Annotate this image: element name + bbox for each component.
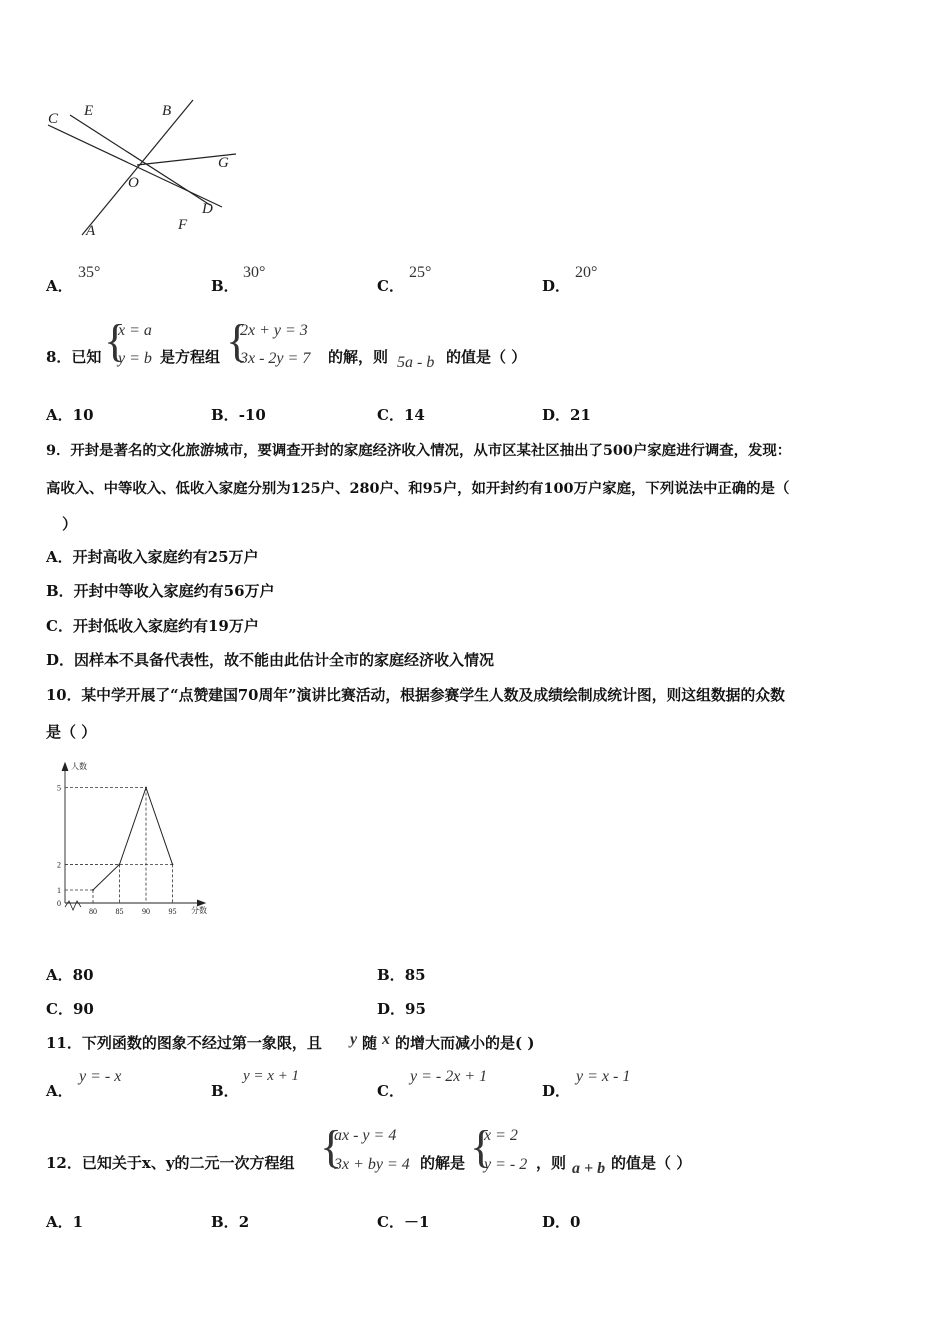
q8-sol-line1: x = a	[118, 322, 152, 339]
q9-line3: ）	[62, 515, 78, 533]
q12-sys-brace: {	[320, 1121, 343, 1172]
q8-sol-line2: y = b	[118, 350, 152, 367]
q12-suffix: 的值是（ ）	[611, 1154, 692, 1172]
q7-option-a-value: 35°	[78, 264, 101, 281]
q11-option-b-value: y = x + 1	[243, 1068, 300, 1084]
q8-prefix: 8．已知	[46, 348, 102, 366]
q9-line1: 9．开封是著名的文化旅游城市，要调查开封的家庭经济收入情况，从市区某社区抽出了500户家庭进行调查，发现：	[46, 442, 792, 459]
label-E: E	[84, 103, 94, 119]
y-tick-1: 1	[57, 886, 61, 895]
q9-option-b[interactable]: B．开封中等收入家庭约有56万户	[46, 582, 275, 600]
q11-stem-start: 11．下列函数的图象不经过第一象限，且	[46, 1034, 322, 1052]
q12-sol-line1: x = 2	[484, 1127, 518, 1144]
q12-mid: 的解是	[420, 1154, 466, 1172]
q7-option-b-value: 30°	[243, 264, 266, 281]
q8-after: 的解，则	[328, 348, 389, 366]
q8-sol-brace: {	[104, 315, 127, 366]
data-point-90	[145, 787, 147, 789]
x-tick-95: 95	[168, 907, 177, 916]
q11-option-d-value: y = x - 1	[576, 1068, 631, 1085]
q11-var-x: x	[382, 1031, 390, 1048]
q8-sys-brace: {	[226, 315, 249, 366]
score-count-line-chart	[45, 755, 220, 920]
label-B: B	[162, 103, 172, 119]
data-point-95	[172, 864, 174, 866]
q11-mid1: 随	[362, 1034, 378, 1052]
q12-expr: a + b	[572, 1160, 606, 1177]
q11-option-a-value: y = - x	[79, 1068, 122, 1085]
q9-line2: 高收入、中等收入、低收入家庭分别为125户、280户、和95户，如开封约有100万户家庭，下列说法中正确的是（	[46, 480, 790, 497]
q10-option-a[interactable]: A．80	[46, 966, 94, 984]
y-tick-2: 2	[57, 860, 61, 870]
label-A: A	[86, 223, 96, 239]
label-C: C	[48, 111, 59, 127]
y-axis-arrow	[62, 763, 68, 771]
q8-sys-line2: 3x - 2y = 7	[240, 350, 311, 367]
q9-option-d[interactable]: D．因样本不具备代表性，故不能由此估计全市的家庭经济收入情况	[46, 651, 495, 669]
q9-option-c[interactable]: C．开封低收入家庭约有19万户	[46, 617, 259, 635]
q11-var-y: y	[350, 1031, 358, 1048]
q7-option-c-letter[interactable]: C．	[377, 277, 404, 295]
q12-option-d[interactable]: D．0	[542, 1213, 581, 1231]
q8-sys-line1: 2x + y = 3	[240, 322, 308, 339]
line-EF	[70, 115, 210, 205]
q7-option-a-letter[interactable]: A．	[46, 277, 73, 295]
x-axis-label: 分数	[191, 906, 207, 915]
q8-option-c[interactable]: C．14	[377, 406, 425, 424]
q9-option-a[interactable]: A．开封高收入家庭约有25万户	[46, 548, 259, 566]
label-O: O	[128, 175, 139, 191]
q8-option-d[interactable]: D．21	[542, 406, 591, 424]
x-tick-90: 90	[142, 907, 150, 916]
data-point-85	[119, 864, 121, 866]
q11-option-d-letter[interactable]: D．	[542, 1082, 571, 1100]
y-tick-5: 5	[57, 783, 61, 793]
q7-option-c-value: 25°	[409, 264, 432, 281]
q12-option-b[interactable]: B．2	[211, 1213, 250, 1231]
q12-sol-brace: {	[470, 1121, 493, 1172]
q12-option-c[interactable]: C．－1	[377, 1213, 430, 1231]
q12-option-a[interactable]: A．1	[46, 1213, 84, 1231]
q11-mid2: 的增大而减小的是( )	[395, 1034, 535, 1052]
q11-option-b-letter[interactable]: B．	[211, 1082, 239, 1100]
q8-expr: 5a - b	[397, 354, 435, 371]
q10-line1: 10．某中学开展了“点赞建国70周年”演讲比赛活动，根据参赛学生人数及成绩绘制成统计图，则这组数据的众数	[46, 687, 785, 704]
q7-option-b-letter[interactable]: B．	[211, 277, 239, 295]
q7-option-d-value: 20°	[575, 264, 598, 281]
q12-sys-line2: 3x + by = 4	[334, 1156, 410, 1173]
q12-sys-line1: ax - y = 4	[334, 1127, 397, 1144]
line-CD	[48, 125, 222, 207]
data-point-80	[92, 889, 94, 891]
intersecting-lines-figure	[40, 95, 250, 245]
label-F: F	[178, 217, 188, 233]
label-G: G	[218, 155, 229, 171]
q11-option-a-letter[interactable]: A．	[46, 1082, 73, 1100]
axis-break	[65, 901, 81, 910]
q8-suffix: 的值是（ ）	[446, 348, 527, 366]
y-axis-label: 人数	[71, 762, 87, 771]
q12-prefix: 12．已知关于x、y的二元一次方程组	[46, 1154, 295, 1172]
y-tick-0: 0	[57, 899, 61, 908]
q11-option-c-letter[interactable]: C．	[377, 1082, 404, 1100]
q8-option-a[interactable]: A．10	[46, 406, 94, 424]
label-D: D	[202, 201, 213, 217]
x-tick-85: 85	[115, 907, 124, 916]
x-tick-80: 80	[89, 907, 97, 916]
q8-mid: 是方程组	[160, 348, 221, 366]
q12-sol-line2: y = - 2	[484, 1156, 528, 1173]
q8-option-b[interactable]: B．-10	[211, 406, 266, 424]
series-line	[93, 788, 173, 890]
q12-after: ，则	[536, 1154, 567, 1172]
q11-option-c-value: y = - 2x + 1	[410, 1068, 488, 1085]
q10-option-d[interactable]: D．95	[377, 1000, 426, 1018]
q10-line2: 是（ ）	[46, 723, 97, 741]
q10-option-c[interactable]: C．90	[46, 1000, 94, 1018]
q10-option-b[interactable]: B．85	[377, 966, 426, 984]
q7-option-d-letter[interactable]: D．	[542, 277, 571, 295]
